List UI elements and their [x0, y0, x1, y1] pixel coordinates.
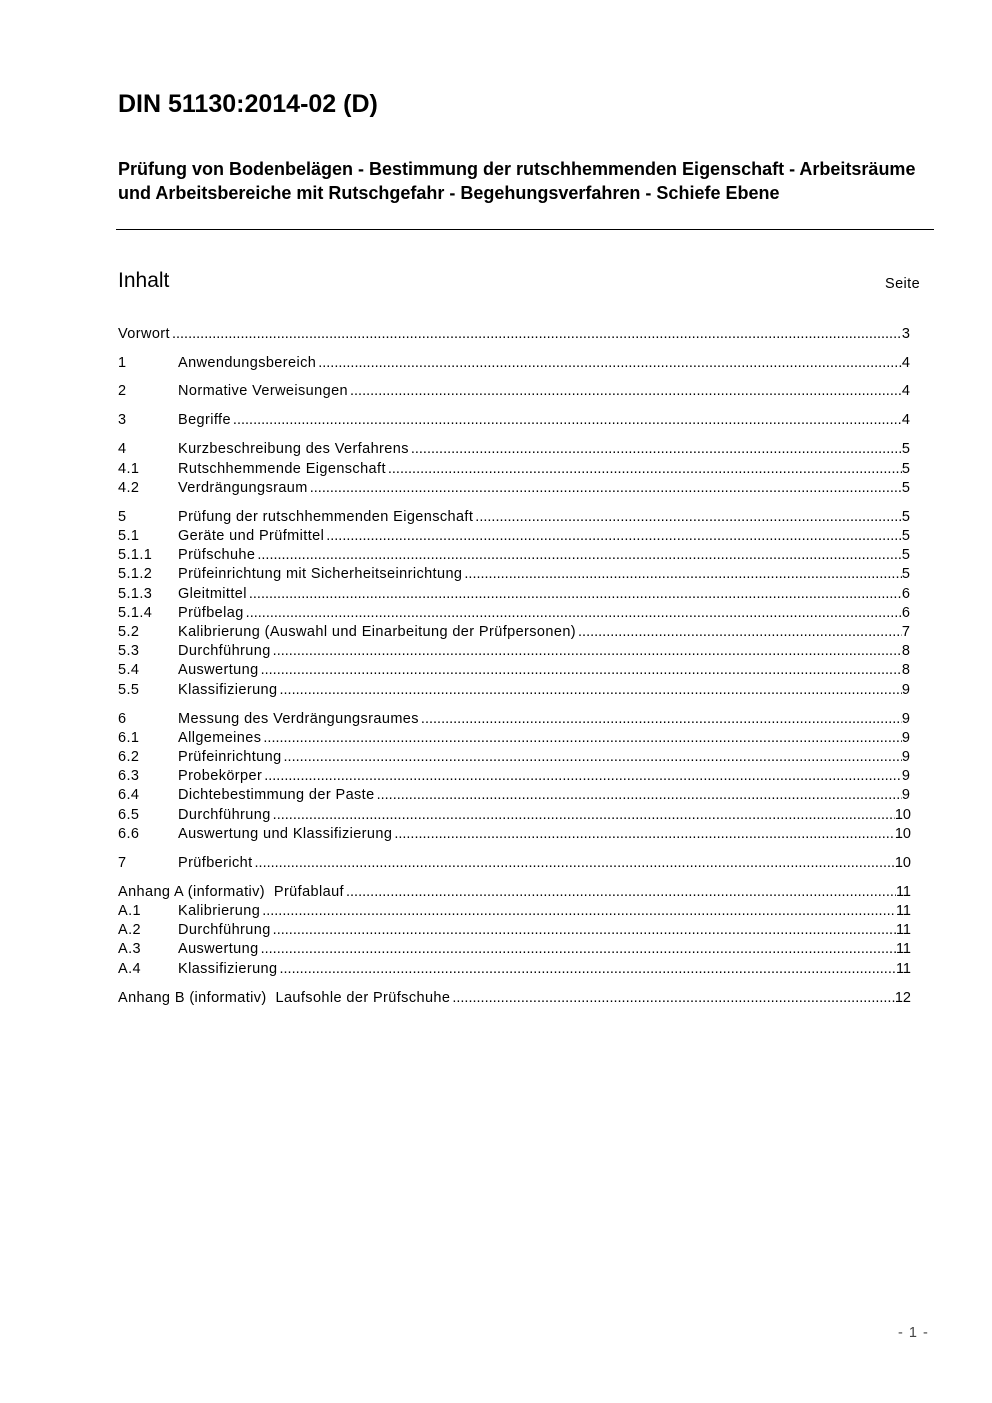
- toc-entry-number: 5.5: [118, 682, 140, 698]
- toc-entry-number: A.3: [118, 941, 141, 957]
- toc-entry-title: Prüfbericht: [178, 855, 253, 871]
- page-number: - 1 -: [898, 1325, 929, 1341]
- toc-dot-leader: [264, 767, 902, 786]
- toc-entry-title: Auswertung: [178, 941, 259, 957]
- toc-dot-leader: [350, 382, 902, 401]
- toc-entry-number: 7: [118, 855, 127, 871]
- toc-entry[interactable]: [118, 883, 911, 902]
- toc-dot-leader: [273, 921, 896, 940]
- toc-entry-number: 6.1: [118, 730, 140, 746]
- toc-entry-number: 6.6: [118, 826, 140, 842]
- toc-entry-number: 5: [118, 509, 127, 525]
- toc-dot-leader: [284, 748, 902, 767]
- toc-entry-page: 10: [894, 807, 911, 823]
- toc-page-label: Seite: [885, 276, 921, 292]
- toc-entry-title: Kalibrierung: [178, 903, 261, 919]
- toc-entry-number: 5.1.4: [118, 605, 153, 621]
- toc-entry-title: Geräte und Prüfmittel: [178, 528, 325, 544]
- toc-entry-page: 4: [901, 412, 910, 428]
- toc-entry-number: 5.1.3: [118, 586, 153, 602]
- toc-entry-page: 9: [901, 711, 910, 727]
- title-divider: [116, 229, 934, 230]
- toc-entry-title: Gleitmittel: [178, 586, 247, 602]
- toc-entry[interactable]: [118, 854, 911, 873]
- toc-entry-number: 5.4: [118, 662, 140, 678]
- toc-entry-number: 1: [118, 355, 127, 371]
- toc-dot-leader: [377, 786, 902, 805]
- toc-entry[interactable]: [118, 729, 910, 748]
- toc-entry-title: Vorwort: [118, 326, 170, 342]
- toc-entry-number: 4: [118, 441, 127, 457]
- toc-dot-leader: [273, 642, 902, 661]
- toc-entry-number: 6.2: [118, 749, 140, 765]
- toc-dot-leader: [475, 508, 902, 527]
- toc-entry-number: A.1: [118, 903, 141, 919]
- toc-entry-number: 6.5: [118, 807, 140, 823]
- toc-entry[interactable]: [118, 661, 910, 680]
- toc-entry-page: 7: [901, 624, 910, 640]
- toc-entry-number: 5.1: [118, 528, 140, 544]
- toc-entry[interactable]: [118, 989, 911, 1008]
- toc-entry-title: Probekörper: [178, 768, 263, 784]
- toc-entry-page: 9: [901, 682, 910, 698]
- toc-dot-leader: [310, 479, 902, 498]
- toc-entry-title: Prüfeinrichtung: [178, 749, 282, 765]
- toc-entry[interactable]: [118, 902, 911, 921]
- toc-dot-leader: [394, 825, 895, 844]
- toc-entry-number: 3: [118, 412, 127, 428]
- toc-entry[interactable]: [118, 681, 910, 700]
- toc-dot-leader: [280, 681, 902, 700]
- toc-entry-number: 4.2: [118, 480, 140, 496]
- toc-entry[interactable]: [118, 460, 910, 479]
- toc-entry-page: 5: [901, 566, 910, 582]
- toc-entry-title: Anhang A (informativ) Prüfablauf: [118, 884, 344, 900]
- toc-entry[interactable]: [118, 940, 911, 959]
- toc-entry-title: Prüfung der rutschhemmenden Eigenschaft: [178, 509, 474, 525]
- toc-entry-page: 8: [901, 643, 910, 659]
- toc-entry-page: 9: [901, 730, 910, 746]
- toc-entry-title: Prüfbelag: [178, 605, 244, 621]
- toc-entry[interactable]: [118, 585, 910, 604]
- toc-entry-title: Prüfeinrichtung mit Sicherheitseinrichtung: [178, 566, 463, 582]
- toc-dot-leader: [262, 902, 896, 921]
- toc-entry-number: 5.1.2: [118, 566, 153, 582]
- toc-dot-leader: [578, 623, 902, 642]
- toc-entry-number: 5.2: [118, 624, 140, 640]
- toc-entry[interactable]: [118, 748, 910, 767]
- toc-entry-page: 5: [901, 480, 910, 496]
- toc-entry-page: 5: [901, 509, 910, 525]
- toc-dot-leader: [261, 661, 902, 680]
- toc-entry-page: 5: [901, 461, 910, 477]
- toc-entry-page: 8: [901, 662, 910, 678]
- toc-entry[interactable]: [118, 786, 910, 805]
- toc-entry[interactable]: [118, 440, 910, 459]
- toc-entry-title: Klassifizierung: [178, 682, 278, 698]
- toc-entry-title: Durchführung: [178, 643, 271, 659]
- toc-entry-title: Rutschhemmende Eigenschaft: [178, 461, 386, 477]
- toc-entry[interactable]: [118, 546, 910, 565]
- toc-entry-number: A.4: [118, 961, 141, 977]
- toc-entry-page: 11: [895, 922, 911, 938]
- toc-entry[interactable]: [118, 642, 910, 661]
- toc-entry[interactable]: [118, 767, 910, 786]
- toc-dot-leader: [263, 729, 902, 748]
- toc-entry-number: A.2: [118, 922, 141, 938]
- toc-dot-leader: [318, 354, 902, 373]
- toc-dot-leader: [261, 940, 896, 959]
- toc-entry[interactable]: [118, 960, 911, 979]
- toc-entry-page: 10: [894, 855, 911, 871]
- toc-entry-title: Allgemeines: [178, 730, 262, 746]
- toc-entry-number: 5.3: [118, 643, 140, 659]
- toc-dot-leader: [249, 585, 902, 604]
- toc-dot-leader: [280, 960, 896, 979]
- toc-entry-title: Normative Verweisungen: [178, 383, 348, 399]
- toc-entry-page: 11: [895, 961, 911, 977]
- toc-entry-page: 5: [901, 528, 910, 544]
- toc-entry-page: 6: [901, 605, 910, 621]
- toc-dot-leader: [464, 565, 902, 584]
- toc-dot-leader: [388, 460, 902, 479]
- toc-heading: Inhalt: [118, 269, 170, 292]
- toc-entry-page: 5: [901, 547, 910, 563]
- toc-dot-leader: [257, 546, 902, 565]
- toc-entry-number: 2: [118, 383, 127, 399]
- toc-entry[interactable]: [118, 710, 910, 729]
- toc-entry[interactable]: [118, 604, 910, 623]
- toc-entry-title: Durchführung: [178, 922, 271, 938]
- toc-entry-title: Kalibrierung (Auswahl und Einarbeitung der Prüfpersonen): [178, 624, 577, 640]
- toc-entry-title: Anwendungsbereich: [178, 355, 317, 371]
- toc-entry[interactable]: [118, 479, 910, 498]
- toc-entry-title: Auswertung: [178, 662, 259, 678]
- toc-entry-number: 6.3: [118, 768, 140, 784]
- toc-entry-page: 9: [901, 749, 910, 765]
- toc-entry-page: 11: [895, 903, 911, 919]
- toc-dot-leader: [452, 989, 895, 1008]
- toc-entry[interactable]: [118, 806, 911, 825]
- toc-entry-number: 4.1: [118, 461, 140, 477]
- toc-entry-page: 9: [901, 787, 910, 803]
- toc-entry-title: Kurzbeschreibung des Verfahrens: [178, 441, 409, 457]
- toc-entry[interactable]: [118, 382, 910, 401]
- toc-entry-page: 10: [894, 826, 911, 842]
- toc-entry-page: 4: [901, 355, 910, 371]
- toc-entry-page: 4: [901, 383, 910, 399]
- toc-entry[interactable]: [118, 921, 911, 940]
- toc-entry-title: Anhang B (informativ) Laufsohle der Prüfschuhe: [118, 990, 451, 1006]
- toc-entry[interactable]: [118, 411, 910, 430]
- toc-entry-page: 11: [895, 941, 911, 957]
- toc-entry-number: 6.4: [118, 787, 140, 803]
- toc-dot-leader: [273, 806, 895, 825]
- toc-entry-page: 9: [901, 768, 910, 784]
- toc-entry[interactable]: [118, 508, 910, 527]
- toc-entry-page: 11: [895, 884, 911, 900]
- toc-dot-leader: [233, 411, 902, 430]
- toc-entry-title: Prüfschuhe: [178, 547, 256, 563]
- toc-entry-number: 6: [118, 711, 127, 727]
- toc-entry-page: 12: [894, 990, 911, 1006]
- toc-entry-page: 5: [901, 441, 910, 457]
- toc-dot-leader: [255, 854, 895, 873]
- toc-entry-title: Dichtebestimmung der Paste: [178, 787, 375, 803]
- toc-entry-page: 6: [901, 586, 910, 602]
- toc-entry[interactable]: [118, 565, 910, 584]
- toc-entry[interactable]: [118, 623, 910, 642]
- document-title: Prüfung von Bodenbelägen - Bestimmung der rutschhemmenden Eigenschaft - Arbeitsräume und Arbeitsbereiche mit Rutschgefahr - Begehungsverfahren - Schiefe Ebene: [118, 159, 916, 203]
- toc-entry-title: Auswertung und Klassifizierung: [178, 826, 393, 842]
- toc-dot-leader: [346, 883, 896, 902]
- toc-entry-title: Verdrängungsraum: [178, 480, 308, 496]
- toc-dot-leader: [411, 440, 902, 459]
- toc-entry-page: 3: [901, 326, 910, 342]
- toc-entry-title: Klassifizierung: [178, 961, 278, 977]
- toc-entry[interactable]: [118, 825, 911, 844]
- toc-dot-leader: [172, 325, 902, 344]
- toc-dot-leader: [246, 604, 902, 623]
- toc-entry-title: Messung des Verdrängungsraumes: [178, 711, 419, 727]
- toc-entry[interactable]: [118, 325, 910, 344]
- toc-entry-title: Durchführung: [178, 807, 271, 823]
- toc-entry[interactable]: [118, 527, 910, 546]
- toc-entry-title: Begriffe: [178, 412, 231, 428]
- toc-dot-leader: [421, 710, 902, 729]
- toc-dot-leader: [326, 527, 902, 546]
- toc-entry[interactable]: [118, 354, 910, 373]
- toc-entry-number: 5.1.1: [118, 547, 153, 563]
- document-id: DIN 51130:2014-02 (D): [118, 90, 378, 118]
